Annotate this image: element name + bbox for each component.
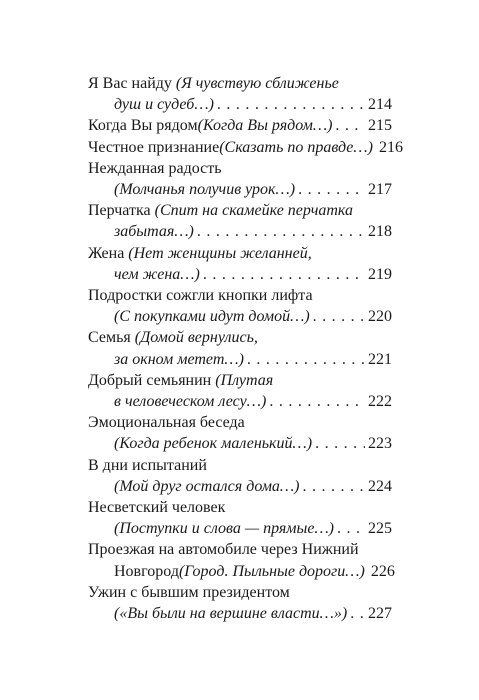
dot-leader	[315, 433, 365, 454]
entry-first-line: (Когда Вы рядом…)	[197, 117, 333, 135]
entry-title: Добрый семьянин	[88, 371, 212, 389]
entry-continuation: чем жена…)	[114, 265, 200, 283]
entry-title: Проезжая на автомобиле через Нижний	[88, 541, 359, 559]
entry-first-line: (Сказать по правде…)	[219, 138, 373, 156]
entry-title: Когда Вы рядом	[88, 117, 198, 135]
page-number: 216	[378, 138, 403, 156]
entry-title: Ужин с бывшим президентом	[88, 583, 290, 601]
toc-entry	[88, 412, 392, 454]
toc-entry	[88, 243, 392, 285]
entry-continuation: (Когда ребенок маленький…)	[114, 435, 313, 453]
entry-continuation: душ и судеб…)	[114, 96, 214, 114]
entry-title-continuation: Новгород	[114, 562, 179, 580]
dot-leader	[335, 115, 365, 136]
entry-first-line: (Я чувствую сближенье	[171, 75, 339, 92]
toc-entry	[88, 73, 392, 115]
entry-continuation: (С покупками идут домой…)	[114, 308, 310, 326]
toc-entry	[88, 137, 403, 158]
entry-title: В дни испытаний	[88, 456, 207, 474]
page-number: 217	[368, 181, 392, 199]
toc-entry	[88, 582, 392, 624]
entry-title: Несветский человек	[88, 499, 226, 517]
entry-title: Жена	[88, 244, 125, 262]
page-number: 223	[368, 435, 392, 453]
dot-leader	[350, 603, 365, 624]
toc-entry	[88, 327, 392, 369]
dot-leader	[337, 518, 365, 539]
toc-entry	[88, 200, 392, 242]
entry-title: Я Вас найду	[88, 75, 172, 92]
entry-continuation: забытая…)	[114, 223, 194, 241]
entry-title: Честное признание	[88, 138, 220, 156]
entry-continuation: (Мой друг остался дома…)	[114, 477, 300, 495]
entry-continuation: (Поступки и слова — прямые…)	[114, 520, 334, 538]
entry-title: Перчатка	[88, 202, 151, 220]
entry-first-line: (Нет женщины желанней,	[124, 244, 312, 262]
dot-leader	[247, 349, 365, 370]
entry-continuation: (Молчанья получив урок…)	[114, 181, 296, 199]
entry-continuation: за окном метет…)	[114, 350, 244, 368]
page-number: 214	[368, 96, 392, 114]
page-number: 226	[370, 562, 395, 580]
dot-leader	[269, 391, 365, 412]
toc-entry	[88, 497, 392, 539]
toc-entry	[88, 158, 392, 200]
toc-entry	[88, 285, 392, 327]
entry-continuation: («Вы были на вершине власти…»)	[114, 605, 348, 623]
page-number: 220	[368, 308, 392, 326]
page-number: 227	[368, 605, 392, 623]
page-number: 225	[368, 520, 392, 538]
page-number: 218	[368, 223, 392, 241]
table-of-contents	[88, 73, 403, 624]
toc-entry	[88, 115, 392, 136]
dot-leader	[313, 306, 365, 327]
dot-leader	[197, 221, 365, 242]
entry-title: Нежданная радость	[88, 159, 222, 177]
entry-first-line: (Плутая	[211, 371, 274, 389]
dot-leader	[302, 476, 365, 497]
entry-title: Эмоциональная беседа	[88, 414, 245, 432]
page-number: 224	[368, 477, 392, 495]
dot-leader	[217, 94, 365, 115]
page-number: 222	[368, 393, 392, 411]
page-number: 221	[368, 350, 392, 368]
entry-continuation: (Город. Пыльные дороги…)	[178, 562, 365, 580]
toc-entry	[88, 455, 392, 497]
page-number: 215	[368, 117, 392, 135]
entry-title: Семья	[88, 329, 131, 347]
dot-leader	[298, 179, 365, 200]
entry-title: Подростки сожгли кнопки лифта	[88, 287, 313, 305]
toc-entry	[88, 370, 392, 412]
dot-leader	[203, 264, 365, 285]
toc-entry	[88, 539, 395, 581]
entry-first-line: (Домой вернулись,	[130, 329, 258, 347]
entry-first-line: (Спит на скамейке перчатка	[150, 202, 353, 220]
entry-continuation: в человеческом лесу…)	[114, 393, 267, 411]
page-number: 219	[368, 265, 392, 283]
